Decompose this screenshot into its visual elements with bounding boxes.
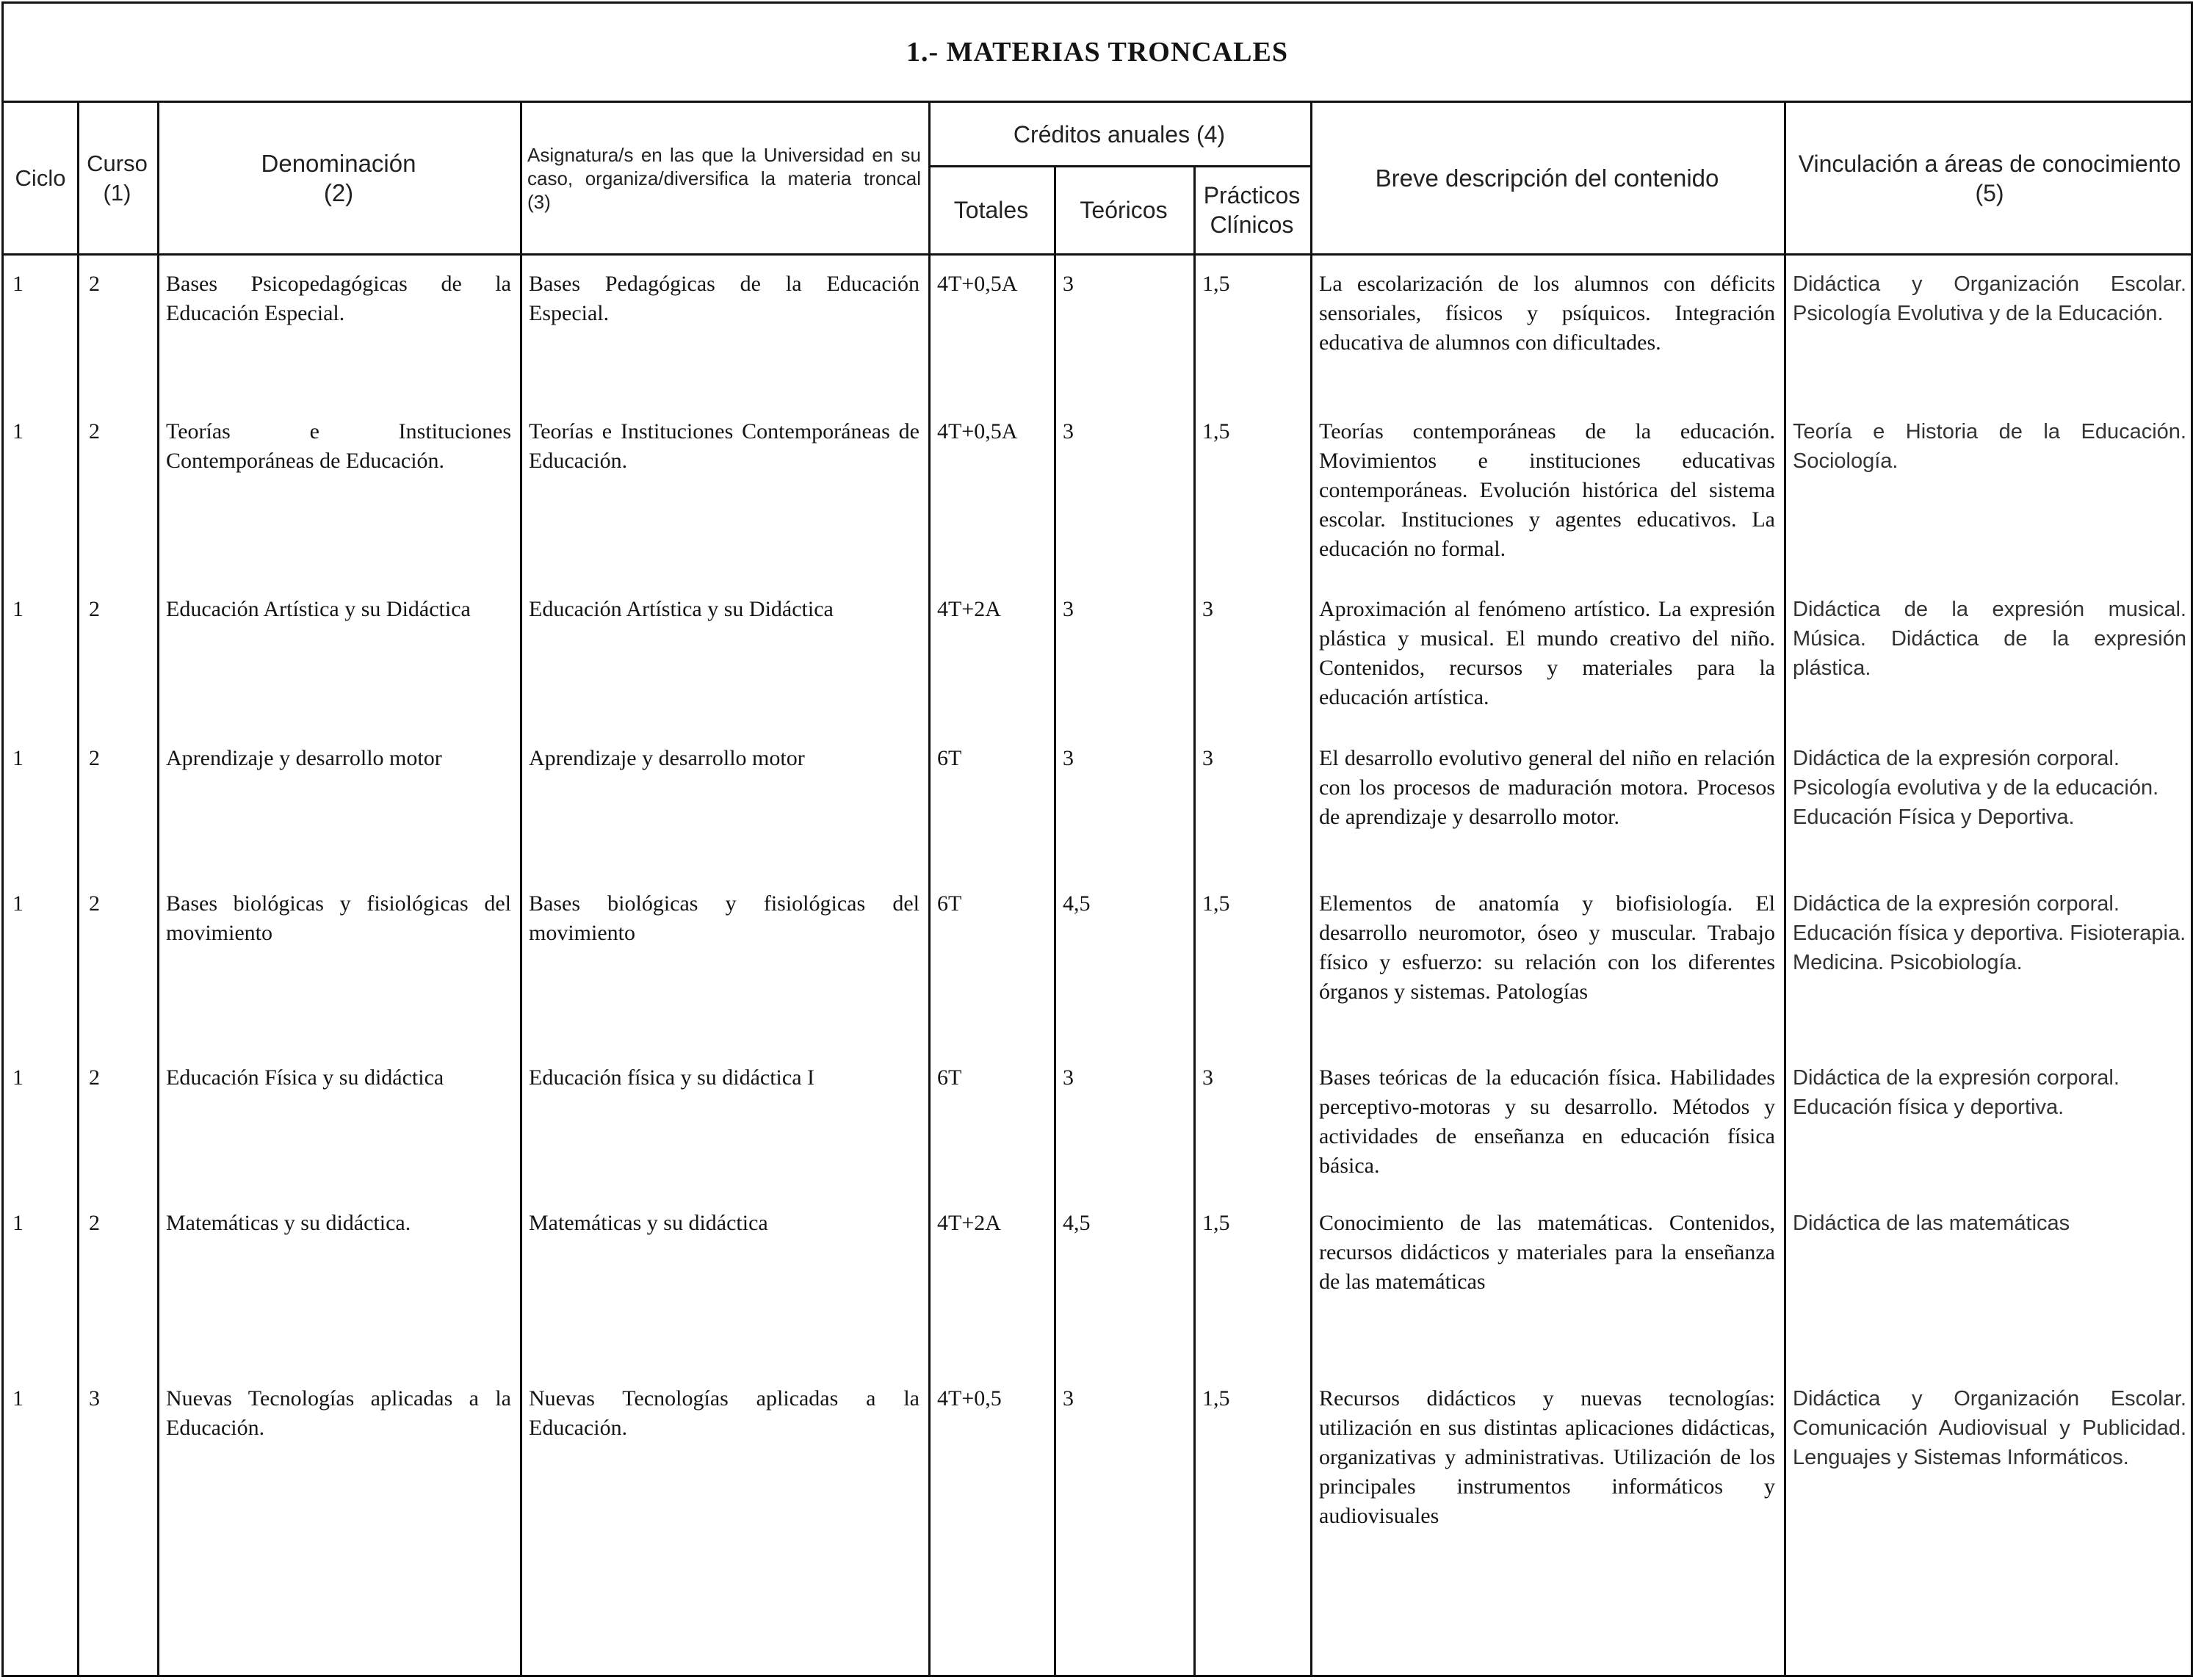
cell-denominacion: Aprendizaje y desarrollo motor [166, 746, 442, 770]
cell-curso: 2 [89, 1211, 100, 1235]
cell-totales: 4T+0,5A [937, 272, 1018, 296]
cell-totales: 4T+0,5A [937, 419, 1018, 443]
cell-ciclo: 1 [12, 597, 24, 621]
cell-practicos: 3 [1202, 1065, 1213, 1090]
cell-ciclo: 1 [12, 272, 24, 296]
cell-descripcion: La escolarización de los alumnos con déficits sensoriales, físicos y psíquicos. Integración educativa de alumnos con dificultades. [1319, 272, 1775, 355]
cell-practicos: 3 [1202, 746, 1213, 770]
header-ciclo: Ciclo [15, 164, 66, 191]
header-totales: Totales [953, 197, 1029, 223]
header-creditos: Créditos anuales (4) [1013, 120, 1226, 148]
cell-teoricos: 3 [1063, 419, 1074, 443]
cell-vinculacion: Didáctica de la expresión corporal. Educación física y deportiva. [1793, 1066, 2120, 1119]
cell-denominacion: Nuevas Tecnologías aplicadas a la Educación. [166, 1386, 511, 1440]
cell-practicos: 1,5 [1202, 1386, 1230, 1411]
cell-denominacion: Bases Psicopedagógicas de la Educación Especial. [166, 272, 511, 325]
cell-curso: 2 [89, 597, 100, 621]
cell-denominacion: Matemáticas y su didáctica. [166, 1211, 411, 1235]
cell-teoricos: 4,5 [1063, 1211, 1091, 1235]
header-teoricos: Teóricos [1080, 197, 1168, 223]
cell-vinculacion: Didáctica de la expresión corporal. Educación física y deportiva. Fisioterapia. Medicina. Psicobiología. [1793, 892, 2186, 974]
header-bottom-rule [4, 253, 2191, 256]
cell-descripcion: Conocimiento de las matemáticas. Contenidos, recursos didácticos y materiales para la enseñanza de las matemáticas [1319, 1211, 1775, 1294]
cell-ciclo: 1 [12, 1065, 24, 1090]
cell-practicos: 1,5 [1202, 419, 1230, 443]
cell-teoricos: 3 [1063, 1386, 1074, 1411]
cell-asignatura: Nuevas Tecnologías aplicadas a la Educación. [529, 1386, 920, 1440]
cell-ciclo: 1 [12, 1211, 24, 1235]
cell-vinculacion: Teoría e Historia de la Educación. Sociología. [1793, 420, 2186, 473]
cell-asignatura: Matemáticas y su didáctica [529, 1211, 768, 1235]
header-denominacion: Denominación (2) [261, 149, 416, 206]
cell-descripcion: Recursos didácticos y nuevas tecnologías: utilización en sus distintas aplicaciones didácticas, organizativas y administrativas. Utilización de los principales instrumentos informáticos y audiovisuales [1319, 1386, 1775, 1528]
cell-descripcion: El desarrollo evolutivo general del niño en relación con los procesos de maduración motora. Procesos de aprendizaje y desarrollo motor. [1319, 746, 1775, 829]
cell-vinculacion: Didáctica de la expresión corporal. Psicología evolutiva y de la educación. Educación Física y Deportiva. [1793, 747, 2159, 829]
cell-curso: 2 [89, 272, 100, 296]
cell-curso: 3 [89, 1386, 100, 1411]
cell-vinculacion: Didáctica y Organización Escolar. Comunicación Audiovisual y Publicidad. Lenguajes y Sistemas Informáticos. [1793, 1387, 2186, 1469]
cell-descripcion: Elementos de anatomía y biofisiología. El desarrollo neuromotor, óseo y muscular. Trabajo físico y esfuerzo: su relación con los diferentes órganos y sistemas. Patologías [1319, 891, 1775, 1004]
cell-ciclo: 1 [12, 1386, 24, 1411]
header-asignatura: Asignatura/s en las que la Universidad en su caso, organiza/diversifica la materia troncal (3) [527, 143, 921, 213]
cell-vinculacion: Didáctica de las matemáticas [1793, 1212, 2070, 1235]
cell-totales: 4T+2A [937, 597, 1001, 621]
cell-teoricos: 3 [1063, 597, 1074, 621]
cell-ciclo: 1 [12, 746, 24, 770]
header-curso: Curso (1) [87, 150, 148, 206]
cell-practicos: 1,5 [1202, 891, 1230, 916]
cell-ciclo: 1 [12, 419, 24, 443]
cell-curso: 2 [89, 419, 100, 443]
cell-denominacion: Educación Física y su didáctica [166, 1065, 444, 1090]
cell-asignatura: Bases biológicas y fisiológicas del movimiento [529, 891, 920, 945]
cell-practicos: 1,5 [1202, 1211, 1230, 1235]
cell-teoricos: 3 [1063, 1065, 1074, 1090]
header-vinculacion: Vinculación a áreas de conocimiento (5) [1798, 150, 2181, 206]
cell-asignatura: Educación física y su didáctica I [529, 1065, 815, 1090]
cell-denominacion: Bases biológicas y fisiológicas del movimiento [166, 891, 511, 945]
header-descripcion: Breve descripción del contenido [1375, 164, 1719, 192]
cell-vinculacion: Didáctica y Organización Escolar. Psicología Evolutiva y de la Educación. [1793, 272, 2186, 325]
cell-asignatura: Teorías e Instituciones Contemporáneas de Educación. [529, 419, 920, 473]
cell-totales: 4T+2A [937, 1211, 1001, 1235]
cell-curso: 2 [89, 891, 100, 916]
cell-practicos: 1,5 [1202, 272, 1230, 296]
column-divider [1193, 167, 1196, 1675]
cell-asignatura: Aprendizaje y desarrollo motor [529, 746, 805, 770]
cell-teoricos: 3 [1063, 272, 1074, 296]
cell-totales: 6T [937, 746, 962, 770]
cell-curso: 2 [89, 1065, 100, 1090]
page-title: 1.- MATERIAS TRONCALES [4, 4, 2191, 103]
cell-vinculacion: Didáctica de la expresión musical. Música. Didáctica de la expresión plástica. [1793, 598, 2186, 680]
cell-asignatura: Bases Pedagógicas de la Educación Especial. [529, 272, 920, 325]
document-page [1, 1, 2193, 1677]
cell-teoricos: 4,5 [1063, 891, 1091, 916]
cell-denominacion: Teorías e Instituciones Contemporáneas de Educación. [166, 419, 511, 473]
cell-descripcion: Teorías contemporáneas de la educación. Movimientos e instituciones educativas contemporáneas. Evolución histórica del sistema escolar. Instituciones y agentes educativos. La educación no formal. [1319, 419, 1775, 561]
cell-descripcion: Bases teóricas de la educación física. Habilidades perceptivo-motoras y su desarrollo. Métodos y actividades de enseñanza en educación física básica. [1319, 1065, 1775, 1178]
cell-curso: 2 [89, 746, 100, 770]
cell-denominacion: Educación Artística y su Didáctica [166, 597, 471, 621]
cell-totales: 6T [937, 1065, 962, 1090]
cell-totales: 6T [937, 891, 962, 916]
column-divider [1054, 167, 1056, 1675]
cell-ciclo: 1 [12, 891, 24, 916]
cell-totales: 4T+0,5 [937, 1386, 1002, 1411]
cell-descripcion: Aproximación al fenómeno artístico. La expresión plástica y musical. El mundo creativo del niño. Contenidos, recursos y materiales para la educación artística. [1319, 597, 1775, 709]
cell-teoricos: 3 [1063, 746, 1074, 770]
cell-practicos: 3 [1202, 597, 1213, 621]
header-practicos: Prácticos Clínicos [1203, 182, 1301, 238]
cell-asignatura: Educación Artística y su Didáctica [529, 597, 834, 621]
